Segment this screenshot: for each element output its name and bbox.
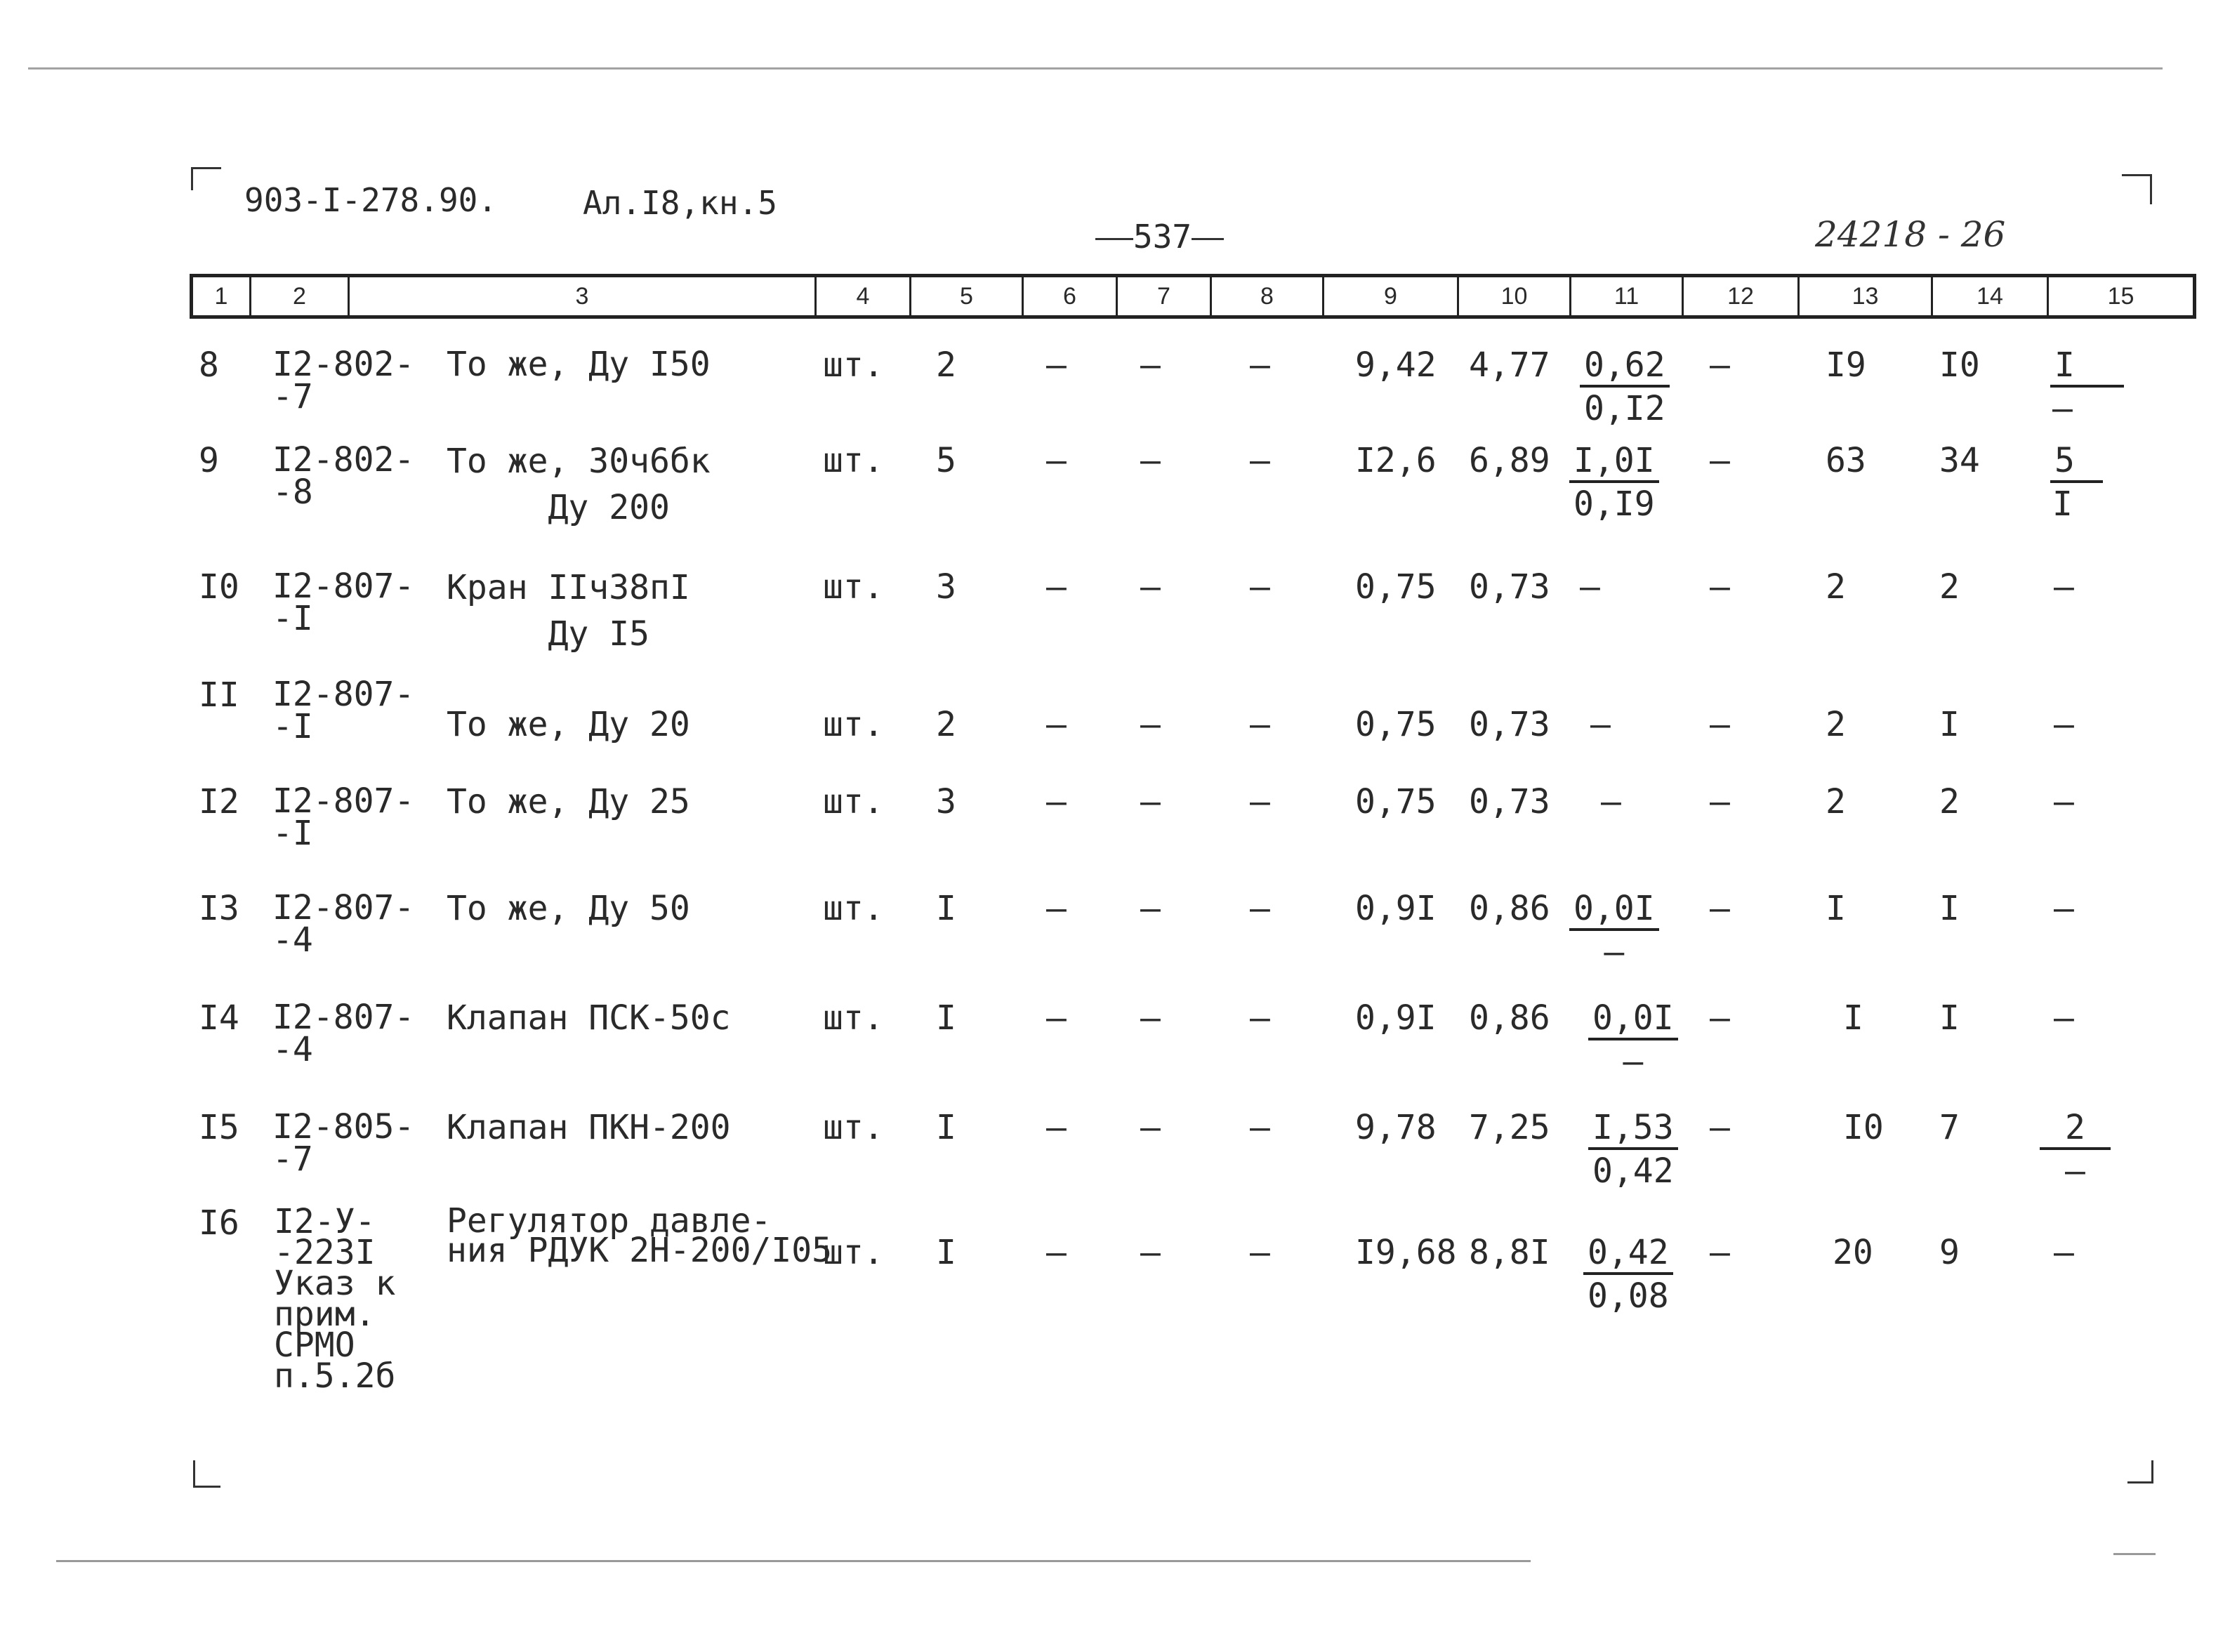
col12-value: — xyxy=(1710,1233,1730,1272)
row-number: II xyxy=(199,675,239,715)
col7-value: — xyxy=(1140,782,1161,821)
row-number: I2 xyxy=(199,782,239,821)
album-reference: Ал.I8,кн.5 xyxy=(583,184,777,222)
column-header-1: 1 xyxy=(214,282,228,310)
col11-fraction xyxy=(1588,1108,1678,1191)
price-code: I2-807- -I xyxy=(272,567,415,638)
col6-value: — xyxy=(1046,889,1067,928)
col13-value: I0 xyxy=(1843,1108,1884,1147)
col10-value: 0,73 xyxy=(1469,705,1550,744)
item-name: То же, Ду 25 xyxy=(447,782,690,821)
column-header-8: 8 xyxy=(1210,277,1322,315)
col12-value: — xyxy=(1710,1108,1730,1147)
col7-value: — xyxy=(1140,345,1161,385)
col10-value: 7,25 xyxy=(1469,1108,1550,1147)
col6-value: — xyxy=(1046,345,1067,385)
col11-denominator: 0,08 xyxy=(1588,1276,1669,1316)
col10-value: 6,89 xyxy=(1469,441,1550,480)
corner-top-left xyxy=(191,167,221,190)
col11-fraction xyxy=(1583,1233,1673,1316)
col13-value: 20 xyxy=(1833,1233,1873,1272)
col15-denominator: I xyxy=(2052,484,2073,524)
unit: шт. xyxy=(823,567,884,607)
column-header-12: 12 xyxy=(1682,277,1797,315)
row-number: I0 xyxy=(199,567,239,607)
col12-value: — xyxy=(1710,567,1730,607)
col15-fraction xyxy=(2050,345,2124,428)
col9-value: 9,42 xyxy=(1355,345,1437,385)
document-code: 903-I-278.90. xyxy=(244,181,498,219)
col7-value: — xyxy=(1140,705,1161,744)
col12-value: — xyxy=(1710,998,1730,1038)
col15-value: — xyxy=(2054,567,2074,607)
col7-value: — xyxy=(1140,441,1161,480)
col6-value: — xyxy=(1046,567,1067,607)
col15-value: — xyxy=(2054,1233,2074,1272)
col14-value: I xyxy=(1939,705,1960,744)
price-code: I2-802- -7 xyxy=(272,345,415,416)
col14-value: I xyxy=(1939,889,1960,928)
col6-value: — xyxy=(1046,705,1067,744)
col15-value: — xyxy=(2054,998,2074,1038)
column-header-7: 7 xyxy=(1116,277,1210,315)
column-header-13: 13 xyxy=(1797,277,1931,315)
col11-denominator: 0,42 xyxy=(1592,1151,1674,1191)
col11-numerator: 0,62 xyxy=(1580,348,1670,388)
column-header-5: 5 xyxy=(909,277,1022,315)
col10-value: 0,73 xyxy=(1469,782,1550,821)
row-number: I5 xyxy=(199,1108,239,1147)
col13-value: I9 xyxy=(1826,345,1866,385)
item-name: То же, Ду 50 xyxy=(447,889,690,928)
col11-denominator: — xyxy=(1623,1042,1644,1081)
col7-value: — xyxy=(1140,567,1161,607)
col13-value: 2 xyxy=(1826,705,1846,744)
col14-value: 2 xyxy=(1939,567,1960,607)
row-number: I6 xyxy=(199,1203,239,1243)
col13-value: 63 xyxy=(1826,441,1866,480)
row-number: I3 xyxy=(199,889,239,928)
col11-fraction xyxy=(1588,998,1678,1081)
col8-value: — xyxy=(1250,998,1270,1038)
column-header-2: 2 xyxy=(249,277,348,315)
top-scan-line xyxy=(28,67,2163,70)
col13-value: I xyxy=(1826,889,1846,928)
col8-value: — xyxy=(1250,889,1270,928)
column-header-11: 11 xyxy=(1569,277,1682,315)
col11-fraction xyxy=(1580,345,1670,428)
col15-numerator: 5 xyxy=(2050,444,2103,483)
col14-value: 7 xyxy=(1939,1108,1960,1147)
col6-value: — xyxy=(1046,1233,1067,1272)
quantity: 2 xyxy=(936,705,956,744)
col11-denominator: — xyxy=(1604,932,1625,972)
col8-value: — xyxy=(1250,567,1270,607)
col12-value: — xyxy=(1710,889,1730,928)
row-number: 8 xyxy=(199,345,219,385)
col15-denominator: — xyxy=(2052,389,2073,428)
column-header-4: 4 xyxy=(814,277,909,315)
col10-value: 8,8I xyxy=(1469,1233,1550,1272)
col15-fraction xyxy=(2040,1108,2111,1191)
handwritten-number: 24218 - 26 xyxy=(1815,214,2006,255)
col9-value: 0,75 xyxy=(1355,705,1437,744)
col11-value: — xyxy=(1590,705,1611,744)
col15-value: — xyxy=(2054,705,2074,744)
col9-value: 0,75 xyxy=(1355,782,1437,821)
unit: шт. xyxy=(823,1108,884,1147)
col11-fraction xyxy=(1569,889,1659,972)
column-header-row xyxy=(190,274,2196,319)
col6-value: — xyxy=(1046,441,1067,480)
col12-value: — xyxy=(1710,705,1730,744)
row-number: I4 xyxy=(199,998,239,1038)
col13-value: I xyxy=(1843,998,1863,1038)
col11-numerator: I,53 xyxy=(1588,1111,1678,1150)
col9-value: 0,9I xyxy=(1355,889,1437,928)
bottom-scan-line xyxy=(56,1560,1531,1562)
col11-value: — xyxy=(1580,567,1600,607)
page-number xyxy=(1095,218,1224,256)
corner-bottom-left xyxy=(193,1460,220,1488)
col8-value: — xyxy=(1250,441,1270,480)
item-name: То же, Ду 20 xyxy=(447,705,690,744)
col8-value: — xyxy=(1250,345,1270,385)
col9-value: 0,9I xyxy=(1355,998,1437,1038)
item-name: Клапан ПСК-50с xyxy=(447,998,731,1038)
col9-value: I9,68 xyxy=(1355,1233,1457,1272)
price-code: I2-807- -4 xyxy=(272,888,415,960)
price-code: I2-802- -8 xyxy=(272,440,415,512)
unit: шт. xyxy=(823,889,884,928)
col14-value: 9 xyxy=(1939,1233,1960,1272)
col10-value: 0,86 xyxy=(1469,889,1550,928)
quantity: I xyxy=(936,998,956,1038)
unit: шт. xyxy=(823,998,884,1038)
item-name: Регулятор давле- ния РДУК 2Н-200/I05 xyxy=(447,1201,833,1270)
col15-value: — xyxy=(2054,889,2074,928)
column-header-10: 10 xyxy=(1457,277,1569,315)
col11-value: — xyxy=(1601,782,1621,821)
col7-value: — xyxy=(1140,998,1161,1038)
price-code: I2-807- -I xyxy=(272,781,415,853)
col10-value: 0,86 xyxy=(1469,998,1550,1038)
column-header-9: 9 xyxy=(1322,277,1457,315)
column-header-15: 15 xyxy=(2047,277,2193,315)
col14-value: 2 xyxy=(1939,782,1960,821)
col7-value: — xyxy=(1140,889,1161,928)
unit: шт. xyxy=(823,441,884,480)
page-number-value: 537 xyxy=(1133,218,1192,256)
column-header-6: 6 xyxy=(1022,277,1116,315)
col9-value: 0,75 xyxy=(1355,567,1437,607)
col11-fraction xyxy=(1569,441,1659,524)
col14-value: 34 xyxy=(1939,441,1980,480)
col13-value: 2 xyxy=(1826,782,1846,821)
col7-value: — xyxy=(1140,1108,1161,1147)
item-name: Клапан ПКН-200 xyxy=(447,1108,731,1147)
col11-numerator: 0,42 xyxy=(1583,1236,1673,1275)
col14-value: I xyxy=(1939,998,1960,1038)
col15-fraction xyxy=(2050,441,2103,524)
col11-numerator: 0,0I xyxy=(1588,1001,1678,1040)
col15-numerator: 2 xyxy=(2040,1111,2111,1150)
col8-value: — xyxy=(1250,1233,1270,1272)
col15-value: — xyxy=(2054,782,2074,821)
col6-value: — xyxy=(1046,998,1067,1038)
col10-value: 4,77 xyxy=(1469,345,1550,385)
col11-numerator: I,0I xyxy=(1569,444,1659,483)
column-header-14: 14 xyxy=(1931,277,2047,315)
bottom-scan-line-right xyxy=(2113,1553,2156,1555)
col9-value: 9,78 xyxy=(1355,1108,1437,1147)
quantity: 2 xyxy=(936,345,956,385)
col12-value: — xyxy=(1710,441,1730,480)
col11-denominator: 0,I2 xyxy=(1584,389,1665,428)
price-code: I2-807- -4 xyxy=(272,998,415,1069)
quantity: 3 xyxy=(936,782,956,821)
unit: шт. xyxy=(823,345,884,385)
col15-denominator: — xyxy=(2065,1151,2085,1191)
col12-value: — xyxy=(1710,345,1730,385)
col8-value: — xyxy=(1250,705,1270,744)
corner-top-right xyxy=(2122,174,2152,204)
quantity: 5 xyxy=(936,441,956,480)
unit: шт. xyxy=(823,1233,884,1272)
col12-value: — xyxy=(1710,782,1730,821)
col6-value: — xyxy=(1046,1108,1067,1147)
item-name: Кран IIч38пI Ду I5 xyxy=(447,568,690,654)
col11-numerator: 0,0I xyxy=(1569,892,1659,931)
col8-value: — xyxy=(1250,1108,1270,1147)
col13-value: 2 xyxy=(1826,567,1846,607)
col15-numerator: I xyxy=(2050,348,2124,388)
col6-value: — xyxy=(1046,782,1067,821)
col11-denominator: 0,I9 xyxy=(1573,484,1655,524)
quantity: I xyxy=(936,1233,956,1272)
item-name: То же, 30ч6бк Ду 200 xyxy=(447,442,711,527)
row-number: 9 xyxy=(199,441,219,480)
unit: шт. xyxy=(823,705,884,744)
col7-value: — xyxy=(1140,1233,1161,1272)
col14-value: I0 xyxy=(1939,345,1980,385)
col10-value: 0,73 xyxy=(1469,567,1550,607)
price-code: I2-805- -7 xyxy=(272,1107,415,1179)
col9-value: I2,6 xyxy=(1355,441,1437,480)
col8-value: — xyxy=(1250,782,1270,821)
unit: шт. xyxy=(823,782,884,821)
quantity: 3 xyxy=(936,567,956,607)
item-name: То же, Ду I50 xyxy=(447,345,711,384)
quantity: I xyxy=(936,889,956,928)
price-code: I2-807- -I xyxy=(272,675,415,746)
quantity: I xyxy=(936,1108,956,1147)
corner-bottom-right xyxy=(2127,1460,2153,1484)
column-header-3: 3 xyxy=(348,277,814,315)
price-code: I2-У- -223I Указ к прим. СРМО п.5.2б xyxy=(274,1202,396,1396)
